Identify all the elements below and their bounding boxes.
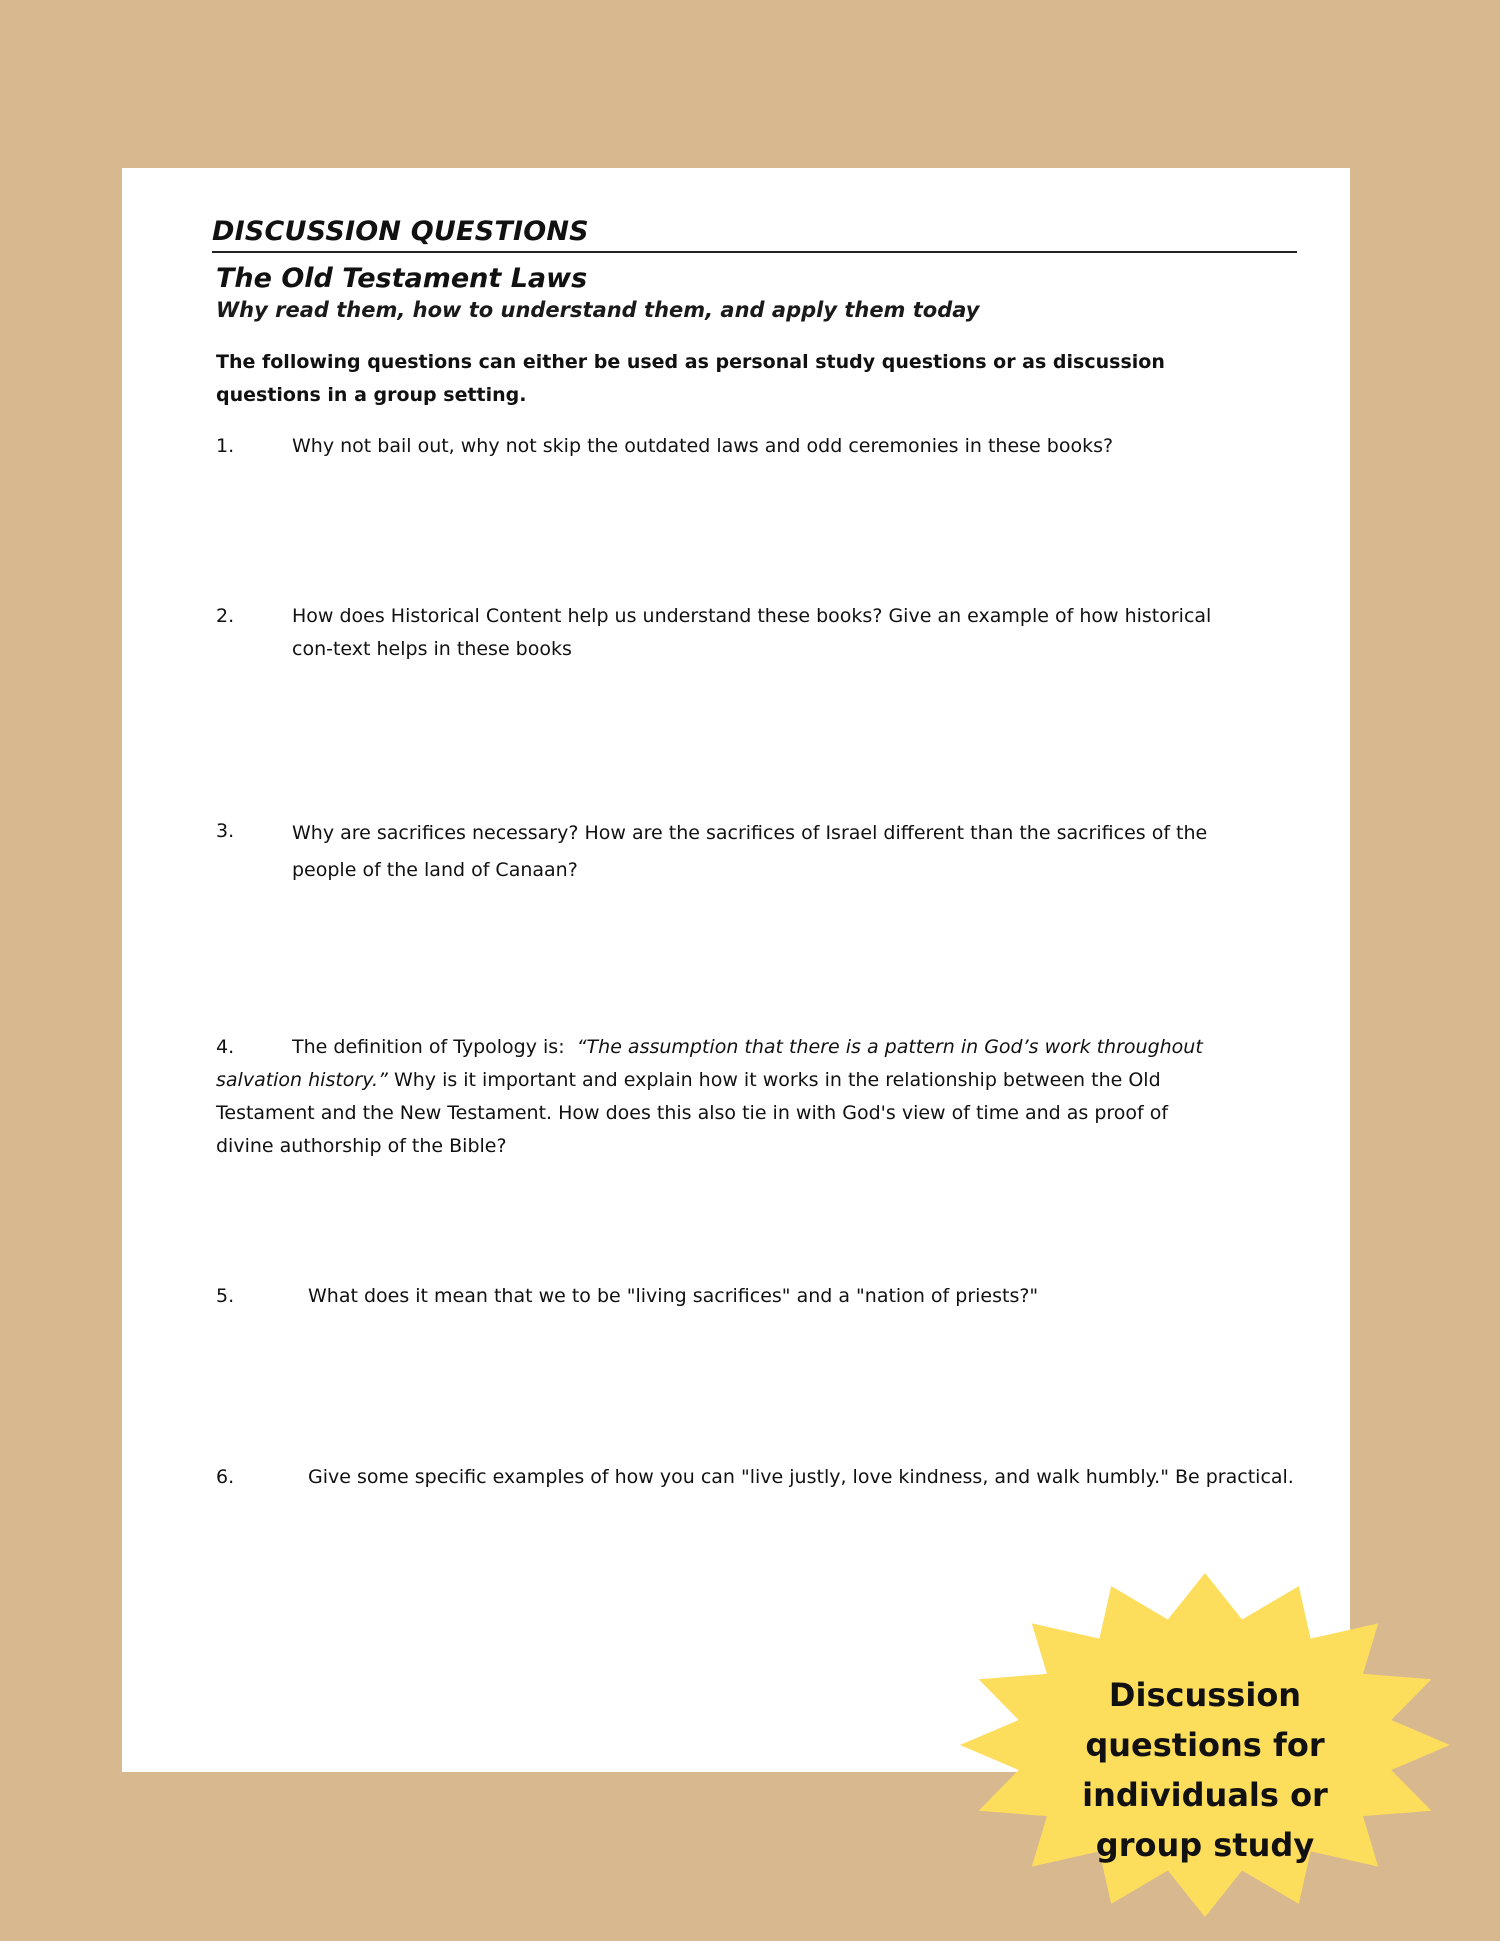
question-text: Give some specific examples of how you can "live justly, love kindness, and walk humbly." Be practical. <box>308 1466 1294 1488</box>
starburst-badge <box>955 1570 1455 1920</box>
document-content <box>212 216 1297 412</box>
question-5 <box>216 1280 1276 1313</box>
question-number: 5. <box>216 1285 235 1307</box>
document-subtitle: Why read them, how to understand them, and apply them today <box>216 298 980 322</box>
question-text: How does Historical Content help us understand these books? Give an example of how historical con-text helps in these books <box>292 605 1212 660</box>
typology-quote: “The assumption that there is a pattern in God’s work throughout salvation history.” <box>216 1036 1203 1091</box>
question-4 <box>216 1031 1216 1163</box>
question-text: Why not bail out, why not skip the outdated laws and odd ceremonies in these books? <box>292 435 1114 457</box>
question-6 <box>216 1461 1296 1494</box>
badge-text: Discussion questions for individuals or group study <box>1082 1676 1328 1864</box>
question-lead: The definition of Typology is: <box>292 1036 565 1058</box>
question-2 <box>216 600 1226 666</box>
question-text: What does it mean that we to be "living sacrifices" and a "nation of priests?" <box>308 1285 1039 1307</box>
question-text: Why is it important and explain how it works in the relationship between the Old Testament and the New Testament. How does this also tie in with God's view of time and as proof of divine authorship of the Bible? <box>216 1069 1169 1157</box>
document-title: The Old Testament Laws <box>216 263 588 294</box>
question-number: 1. <box>216 435 235 457</box>
question-number: 3. <box>216 820 235 842</box>
question-number: 4. <box>216 1036 235 1058</box>
question-1 <box>216 430 1276 463</box>
document-page <box>122 168 1350 1772</box>
intro-paragraph: The following questions can either be used as personal study questions or as discussion questions in a group setting. <box>216 351 1165 406</box>
question-3 <box>216 815 1236 889</box>
question-number: 2. <box>216 605 235 627</box>
question-text: Why are sacrifices necessary? How are the sacrifices of Israel different than the sacrifices of the people of the land of Canaan? <box>292 822 1208 881</box>
document-heading: DISCUSSION QUESTIONS <box>212 216 1297 253</box>
question-number: 6. <box>216 1466 235 1488</box>
